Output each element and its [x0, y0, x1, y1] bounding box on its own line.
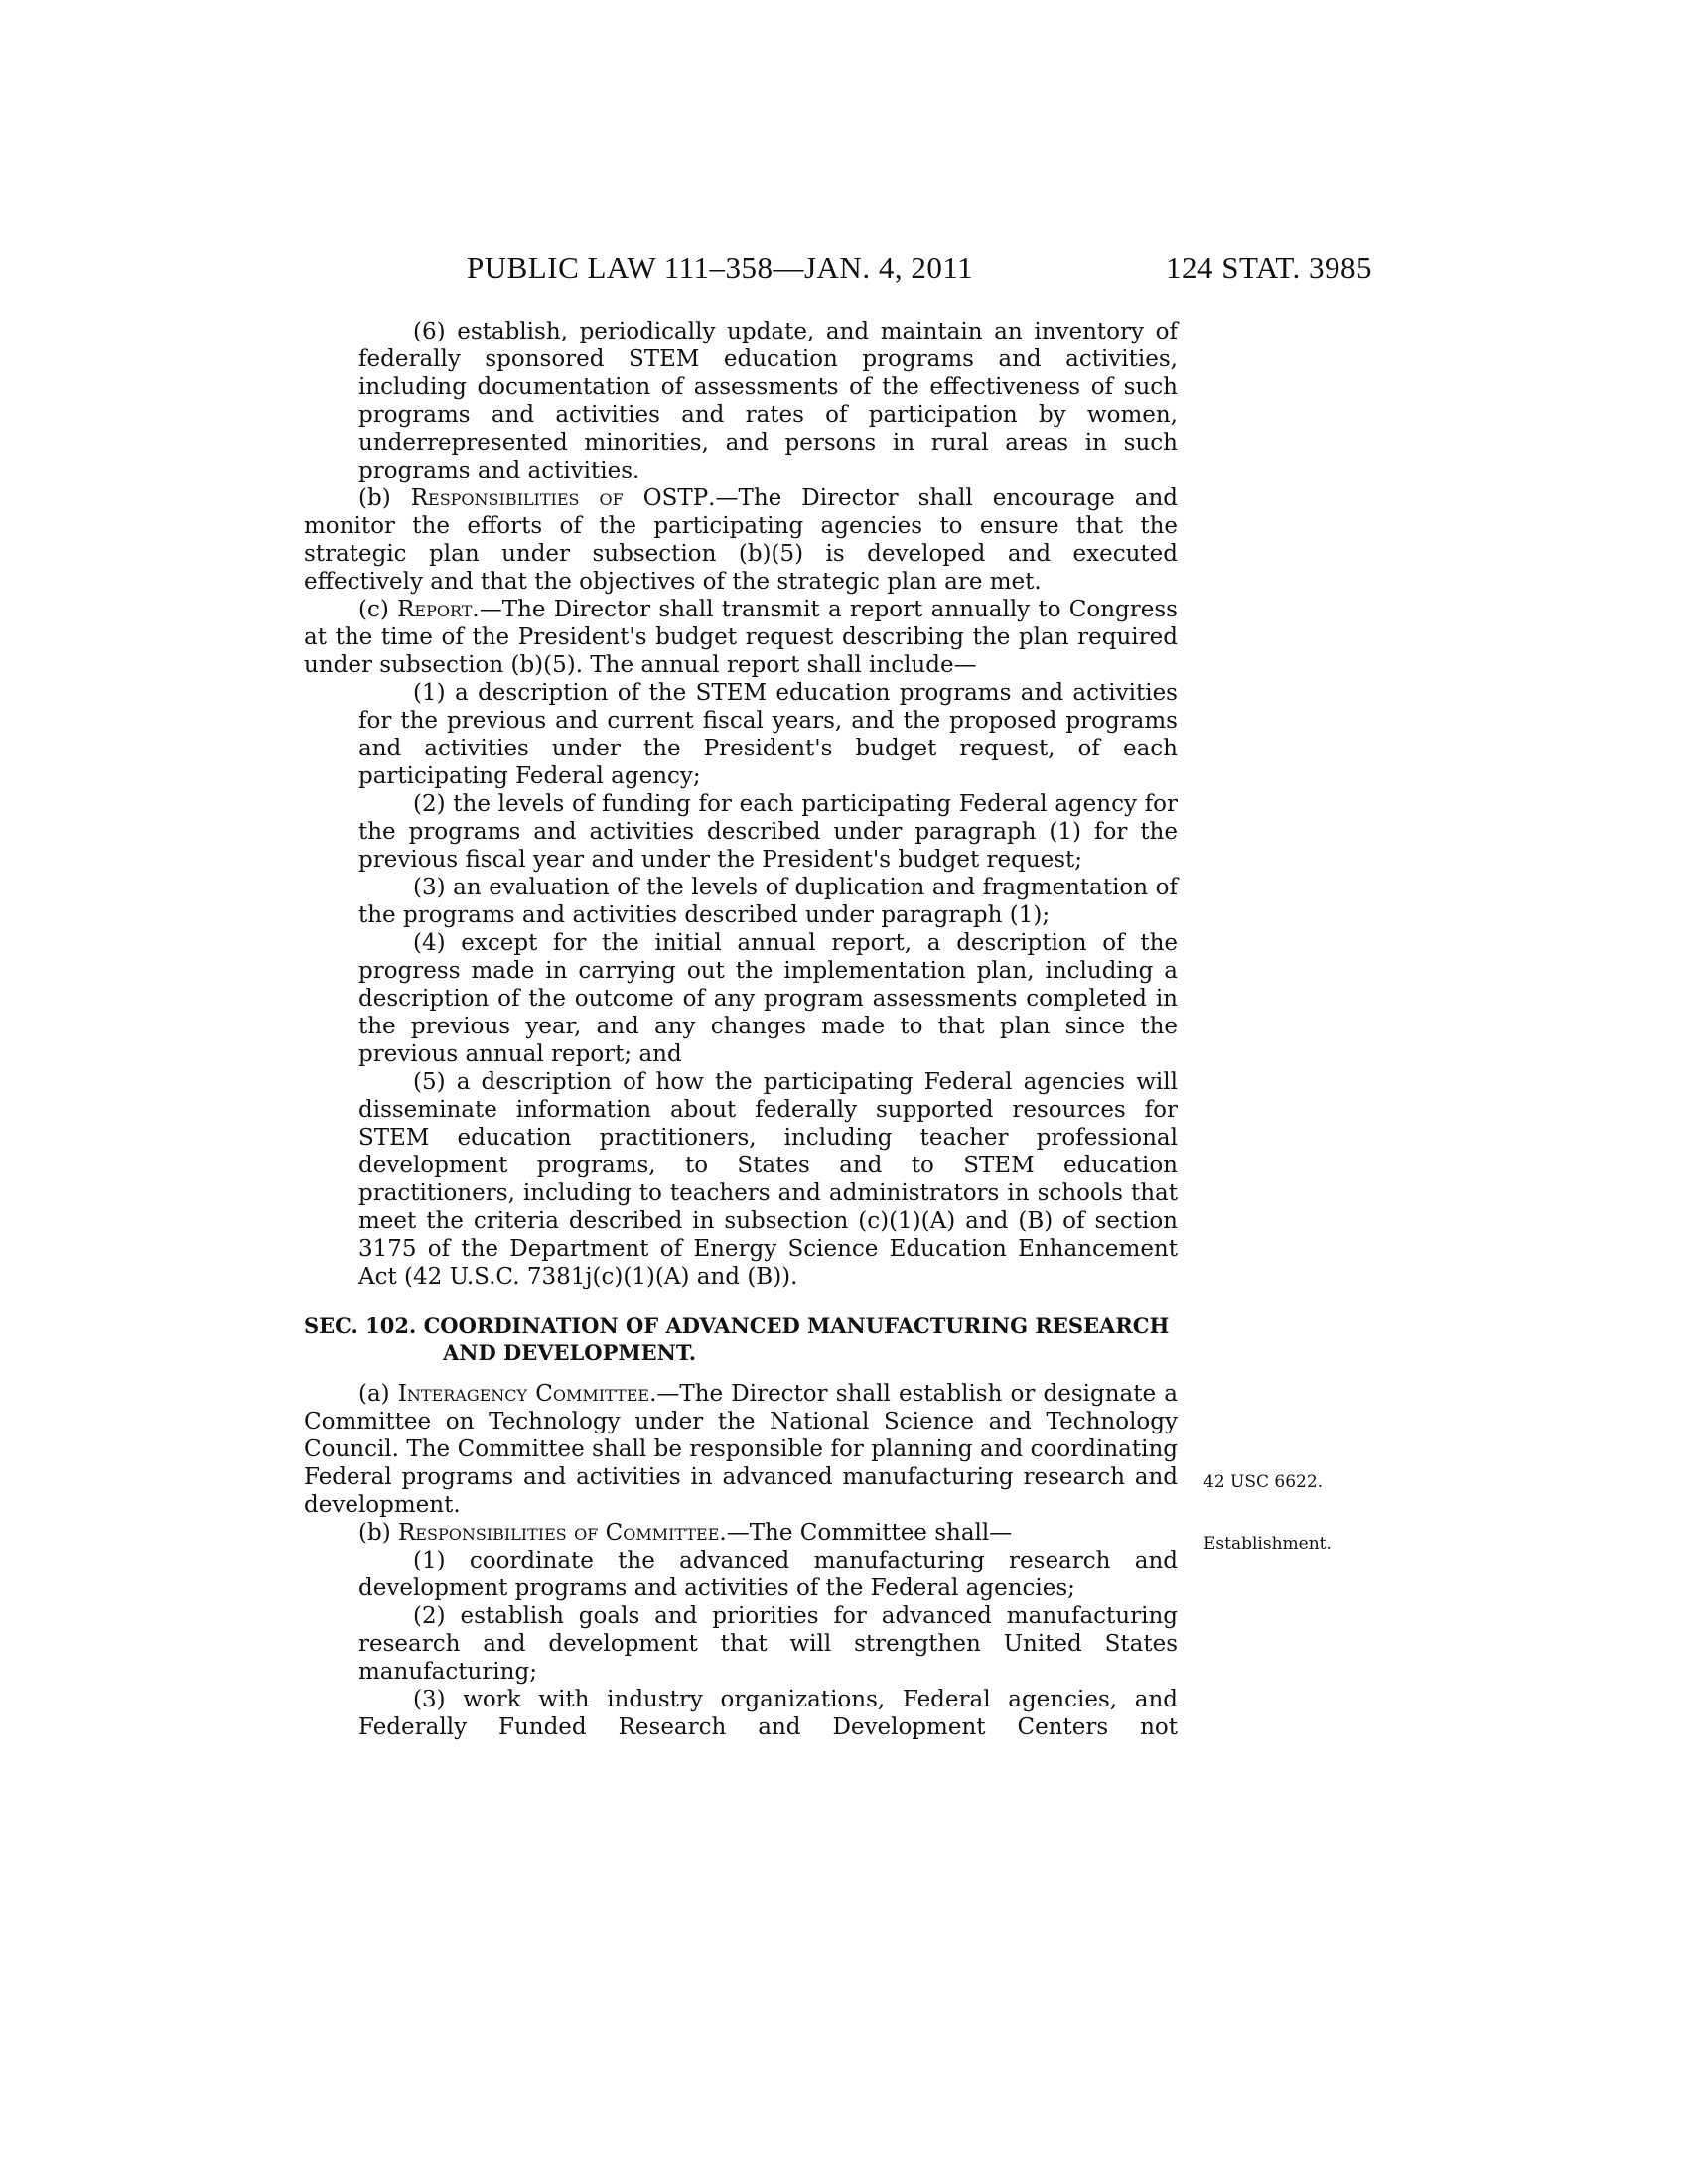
section-subsection-a [304, 1380, 1178, 1519]
section-paragraph-b2: (2) establish goals and priorities for advanced manufacturing research and development that will strengthen United States manufacturing; [358, 1603, 1178, 1685]
subsection-c-text: .—The Director shall transmit a report annually to Congress at the time of the President's budget request describing the plan required under subsection (b)(5). The annual report shall include— [304, 597, 1178, 678]
public-law-citation: PUBLIC LAW 111–358—JAN. 4, 2011 [467, 250, 974, 285]
subsection-c-title: Report [397, 597, 473, 622]
subsection-b-title: Responsibilities of OSTP [410, 485, 709, 511]
paragraph-c2: (2) the levels of funding for each participating Federal agency for the programs and activities described under paragraph (1) for the previous fiscal year and under the President's budget request; [358, 791, 1178, 873]
subsection-c-label: (c) [358, 597, 398, 622]
paragraph-6: (6) establish, periodically update, and maintain an inventory of federally sponsored STEM education programs and activities, including documentation of assessments of the effectiveness of such programs and activities and rates of participation by women, underrepresented minorities, and persons in rural areas in such programs and activities. [358, 319, 1178, 483]
subsection-b [304, 484, 1178, 596]
subsection-b-text: .—The Director shall encourage and monitor the efforts of the participating agencies to ensure that the strategic plan under subsection (b)(5) is developed and executed effectively and that the objectives of the strategic plan are met. [304, 485, 1178, 595]
section-paragraph-b1: (1) coordinate the advanced manufacturing research and development programs and activities of the Federal agencies; [358, 1548, 1178, 1601]
paragraph-c5: (5) a description of how the participating Federal agencies will disseminate information about federally supported resources for STEM education practitioners, including teacher professional development programs, to States and to STEM education practitioners, including to teachers and administrators in schools that meet the criteria described in subsection (c)(1)(A) and (B) of section 3175 of the Department of Energy Science Education Enhancement Act (42 U.S.C. 7381j(c)(1)(A) and (B)). [358, 1069, 1178, 1290]
section-subsection-b [304, 1519, 1178, 1547]
section-paragraph-b3: (3) work with industry organizations, Federal agencies, and Federally Funded Research and Development Centers not [358, 1687, 1178, 1740]
section-a-text: .—The Director shall establish or designate a Committee on Technology under the National Science and Technology Council. The Committee shall be responsible for planning and coordinating Federal programs and activities in advanced manufacturing research and development. [304, 1381, 1178, 1518]
document-body [304, 318, 1178, 1741]
subsection-b-label: (b) [358, 485, 411, 511]
section-a-title: Interagency Committee [397, 1381, 650, 1407]
statute-page-number: 124 STAT. 3985 [1165, 250, 1372, 285]
subsection-c [304, 596, 1178, 679]
margin-note-establishment: Establishment. [1203, 1534, 1332, 1554]
section-b-label: (b) [358, 1520, 398, 1546]
page-header [467, 250, 1372, 290]
paragraph-c3: (3) an evaluation of the levels of duplication and fragmentation of the programs and activities described under paragraph (1); [358, 875, 1178, 928]
section-b-title: Responsibilities of Committee [397, 1520, 720, 1546]
margin-note-usc: 42 USC 6622. [1203, 1472, 1324, 1492]
section-b-text: .—The Committee shall— [719, 1520, 1013, 1546]
paragraph-c1: (1) a description of the STEM education programs and activities for the previous and current fiscal years, and the proposed programs and activities under the President's budget request, of each participating Federal agency; [358, 680, 1178, 789]
paragraph-c4: (4) except for the initial annual report, a description of the progress made in carrying out the implementation plan, including a description of the outcome of any program assessments completed in the previous year, and any changes made to that plan since the previous annual report; and [358, 930, 1178, 1067]
section-heading: SEC. 102. COORDINATION OF ADVANCED MANUFACTURING RESEARCH AND DEVELOPMENT. [304, 1313, 1170, 1365]
section-a-label: (a) [358, 1381, 398, 1407]
